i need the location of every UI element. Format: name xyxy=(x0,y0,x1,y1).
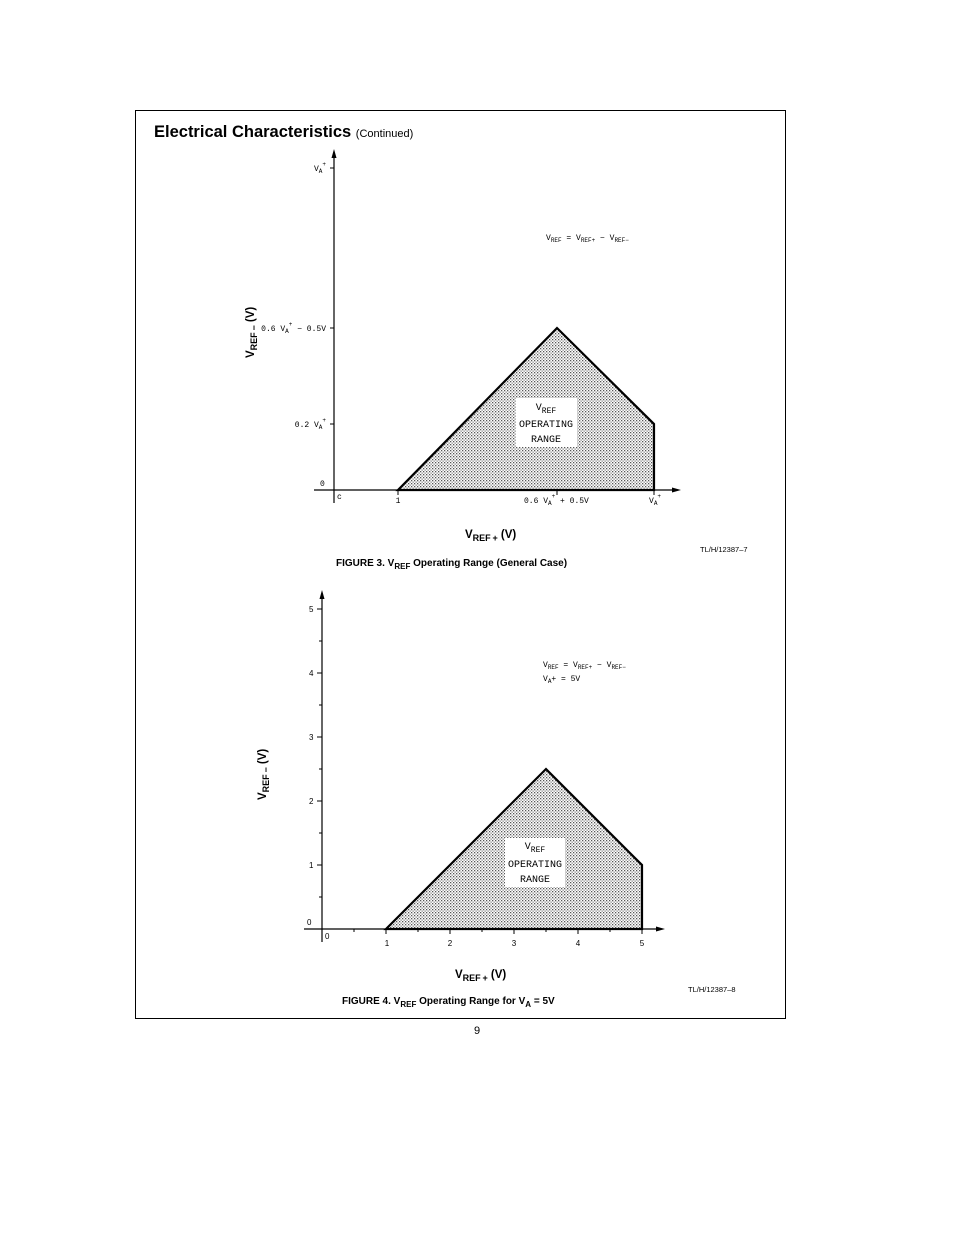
fig3-x-axis-title: $V_{REF +}$ (V) xyxy=(465,529,517,543)
fig3-xtick-origin-label: c xyxy=(337,493,342,502)
section-title xyxy=(154,123,413,142)
page-frame xyxy=(135,110,786,1019)
fig4-x-axis-title: $V_{REF +}$ (V) xyxy=(455,969,507,983)
fig4-ytick-0: 0 xyxy=(307,918,312,927)
fig3-region-label-v: $V_{REF}$ xyxy=(535,403,557,416)
fig4-tl-code: TL/H/12387–8 xyxy=(688,985,736,994)
fig3-caption: FIGURE 3. $V_{REF}$ Operating Range (General Case) xyxy=(336,558,568,571)
page-number: 9 xyxy=(473,1025,481,1037)
section-title-continued: (Continued) xyxy=(355,128,414,140)
fig4-ytick-3: 3 xyxy=(309,733,314,742)
fig3-xtick-mid-label: 0.6 $V_A^+ + 0.5V$ xyxy=(524,493,589,507)
fig4-xtick-5: 5 xyxy=(639,939,645,948)
fig4-xtick-2: 2 xyxy=(447,939,453,948)
fig3-equation: $V_{REF} = V_{REF+} - V_{REF-}$ xyxy=(546,234,629,244)
fig3-tl-code: TL/H/12387–7 xyxy=(700,545,748,554)
fig4-ytick-1: 1 xyxy=(309,861,314,870)
fig4-xtick-1: 1 xyxy=(384,939,390,948)
fig4-y-axis-title: $V_{REF -}$ (V) xyxy=(257,748,271,800)
fig4-region-label-operating: OPERATING xyxy=(507,860,563,871)
fig4-xtick-0: 0 xyxy=(325,932,330,941)
fig4-xtick-4: 4 xyxy=(575,939,581,948)
fig3-ytick-va-label: $V_A^+$ xyxy=(313,161,326,175)
fig3-region-label-operating: OPERATING xyxy=(518,420,574,431)
fig3-region-label-range: RANGE xyxy=(530,435,562,446)
fig4-caption: FIGURE 4. $V_{REF}$ Operating Range for $V_A = 5V$ xyxy=(342,996,555,1009)
fig4-equation-line2: $V_A+ = 5V$ xyxy=(543,675,581,685)
fig4-ytick-4: 4 xyxy=(309,669,314,678)
fig4-equation-line1: $V_{REF} = V_{REF+} - V_{REF-}$ xyxy=(543,661,626,671)
fig4-ytick-2: 2 xyxy=(309,797,314,806)
fig3-ytick-mid-label: 0.6 $V_A^+ - 0.5V$ xyxy=(261,321,326,335)
fig3-ytick-low-label: 0.2 $V_A^+$ xyxy=(294,417,326,431)
fig4-ytick-5: 5 xyxy=(309,605,314,614)
fig3-xtick-1-label: 1 xyxy=(395,497,401,506)
fig3-ytick-zero-label: 0 xyxy=(320,480,325,489)
fig3-y-axis-title: $V_{REF -}$ (V) xyxy=(245,306,259,358)
fig4-region-label-v: $V_{REF}$ xyxy=(524,842,546,855)
fig3-xtick-va-label: $V_A^+$ xyxy=(649,493,662,507)
section-title-text: Electrical Characteristics xyxy=(154,123,352,141)
fig4-xtick-3: 3 xyxy=(511,939,517,948)
fig4-region-label-range: RANGE xyxy=(519,875,551,886)
